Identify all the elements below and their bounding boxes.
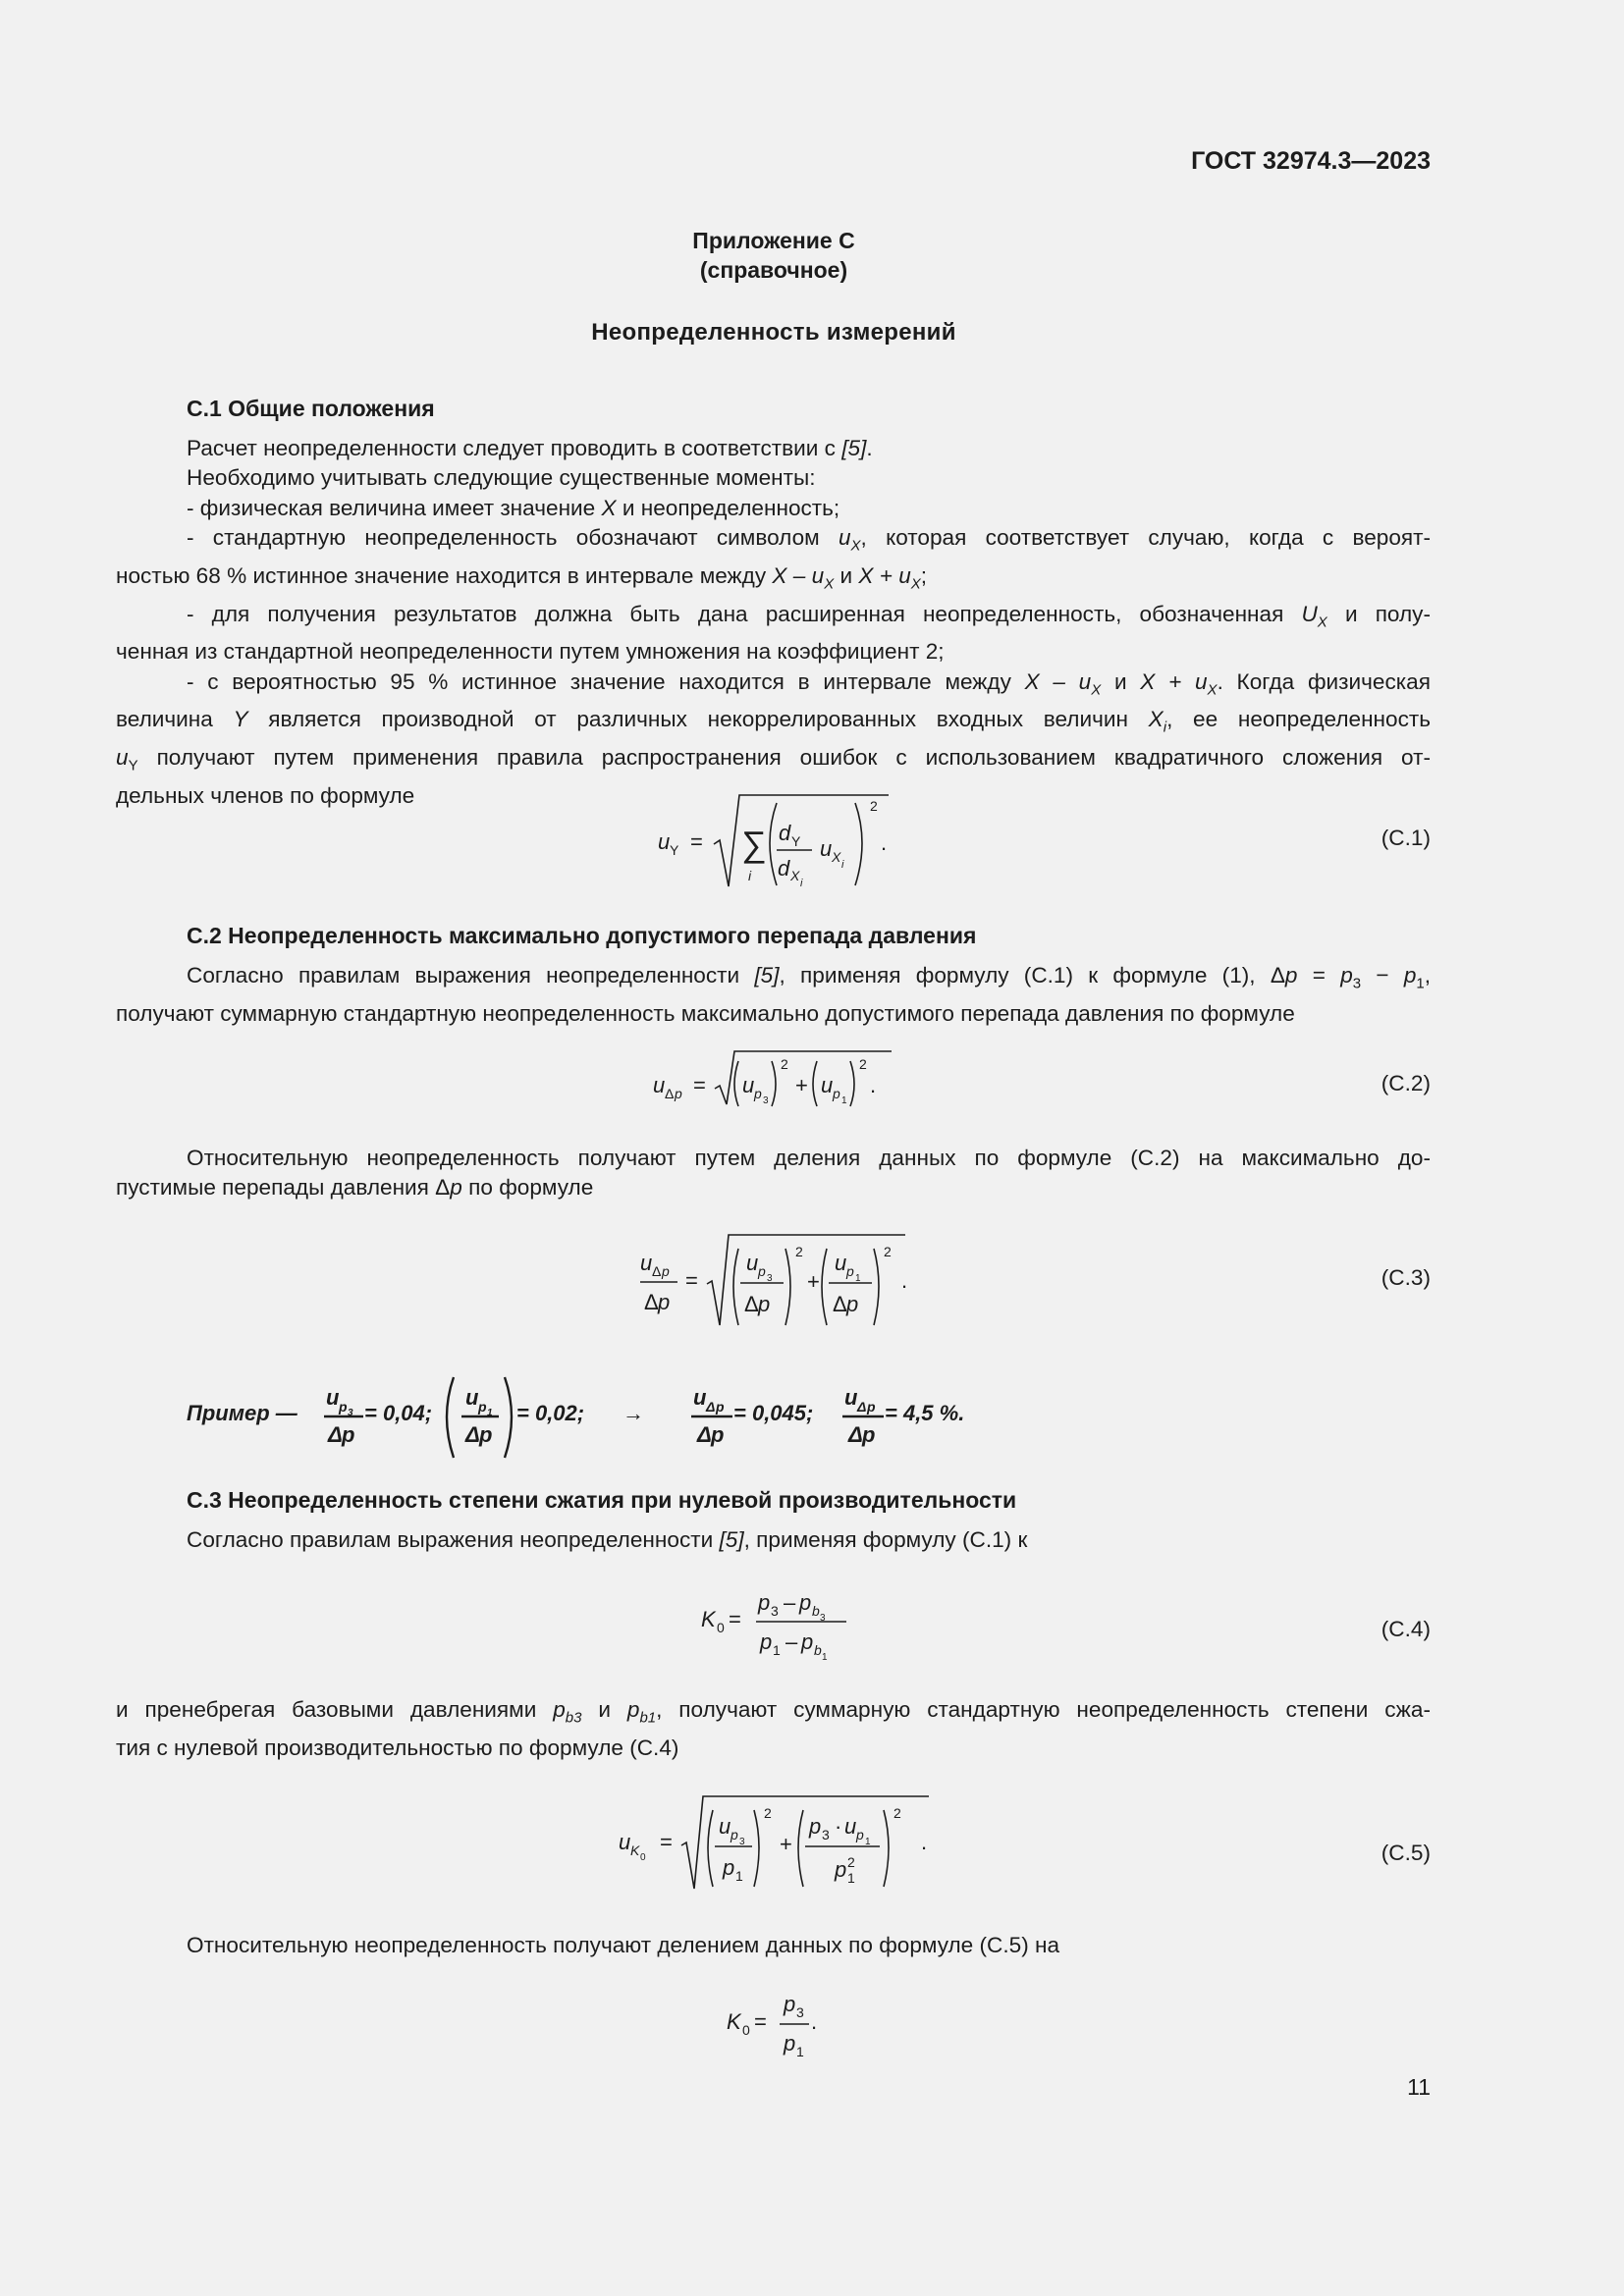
svg-text:u: u	[820, 836, 833, 861]
formula-number-c3: (С.3)	[1380, 1265, 1431, 1290]
section-heading-c3: С.3 Неопределенность степени сжатия при нулевой производительности	[187, 1487, 1017, 1513]
svg-text:u: u	[640, 1251, 653, 1275]
svg-text:b: b	[812, 1603, 820, 1619]
relative-uncertainty-text: Относительную неопределенность получают путем деления данных по формуле (С.2) на максимально до- пустимые перепады давления Δp по формуле	[116, 1146, 1431, 1201]
svg-text:3: 3	[348, 1408, 353, 1418]
svg-text:Δ: Δ	[848, 1422, 863, 1447]
svg-text:.: .	[811, 2009, 818, 2034]
svg-text:.: .	[901, 1268, 908, 1293]
formula-c2	[648, 1045, 913, 1114]
svg-text:d: d	[779, 821, 791, 845]
svg-text:p: p	[856, 1827, 864, 1842]
svg-text:2: 2	[847, 1854, 855, 1870]
svg-text:3: 3	[822, 1827, 830, 1842]
svg-text:u: u	[835, 1251, 847, 1275]
svg-text:p: p	[754, 1086, 762, 1101]
svg-text:=: =	[660, 1830, 673, 1854]
svg-text:p: p	[339, 1399, 348, 1415]
svg-text:2: 2	[884, 1244, 892, 1259]
svg-text:u: u	[693, 1385, 707, 1410]
svg-text:i: i	[841, 859, 844, 871]
svg-text:=: =	[729, 1607, 741, 1631]
svg-text:3: 3	[771, 1603, 779, 1619]
svg-text:.: .	[881, 830, 888, 855]
svg-text:p: p	[711, 1422, 725, 1447]
section-heading-c1: С.1 Общие положения	[187, 396, 435, 421]
svg-text:3: 3	[763, 1095, 769, 1106]
page-number: 11	[1407, 2074, 1431, 2100]
svg-text:u: u	[742, 1073, 755, 1097]
svg-text:1: 1	[865, 1837, 871, 1847]
svg-text:p: p	[479, 1422, 493, 1447]
svg-text:–: –	[785, 1629, 798, 1654]
svg-text:u: u	[719, 1814, 731, 1839]
section-c2-text: Согласно правилам выражения неопределенности [5], применяя формулу (С.1) к формуле (1), $\Delta p = p_3 - p_1$, получают суммарную стандартную неопределенность максимально допустимого перепада давления по формуле	[116, 963, 1432, 1026]
svg-text:+: +	[795, 1073, 808, 1097]
page-title: Неопределенность измерений	[591, 319, 956, 346]
example-line	[187, 1369, 1001, 1468]
formula-number-c4: (С.4)	[1380, 1617, 1431, 1641]
svg-text:p: p	[862, 1422, 876, 1447]
svg-text:u: u	[619, 1830, 631, 1854]
svg-text:p: p	[784, 1992, 796, 2016]
section-c3-text: Согласно правилам выражения неопределенности [5], применяя формулу (С.1) к	[187, 1527, 1028, 1552]
svg-text:Δ: Δ	[833, 1292, 847, 1316]
svg-text:u: u	[465, 1385, 479, 1410]
svg-text:2: 2	[859, 1056, 867, 1072]
svg-text:u: u	[326, 1385, 340, 1410]
svg-text:3: 3	[767, 1273, 773, 1284]
formula-c4	[699, 1580, 886, 1669]
svg-text:u: u	[844, 1385, 858, 1410]
svg-text:u: u	[653, 1073, 666, 1097]
svg-text:p: p	[675, 1086, 682, 1101]
svg-text:Δ: Δ	[706, 1399, 716, 1415]
svg-text:Δ: Δ	[857, 1399, 867, 1415]
svg-text:Δ: Δ	[697, 1422, 712, 1447]
svg-text:0: 0	[742, 2022, 750, 2038]
svg-text:1: 1	[487, 1408, 493, 1418]
svg-text:Δ: Δ	[644, 1290, 659, 1314]
svg-text:p: p	[662, 1263, 670, 1279]
svg-text:1: 1	[773, 1642, 781, 1658]
svg-text:2: 2	[893, 1805, 901, 1821]
section-heading-c2: С.2 Неопределенность максимально допустимого перепада давления	[187, 923, 977, 948]
formula-k0-ratio	[725, 1988, 842, 2066]
formula-c3	[638, 1227, 933, 1335]
svg-text:p: p	[658, 1290, 671, 1314]
svg-text:p: p	[833, 1086, 840, 1101]
formula-c5	[617, 1789, 950, 1896]
svg-text:p: p	[846, 1263, 854, 1279]
svg-text:i: i	[748, 868, 752, 883]
svg-text:1: 1	[735, 1868, 743, 1884]
svg-text:K: K	[727, 2009, 741, 2034]
svg-text:= 4,5 %.: = 4,5 %.	[885, 1401, 965, 1425]
formula-c1	[653, 785, 908, 898]
svg-text:u: u	[658, 829, 671, 854]
svg-text:K: K	[701, 1607, 716, 1631]
svg-text:·: ·	[835, 1814, 842, 1839]
svg-text:.: .	[870, 1073, 877, 1097]
svg-text:p: p	[799, 1590, 812, 1615]
relative-uncertainty-k0-text: Относительную неопределенность получают делением данных по формуле (С.5) на	[187, 1933, 1060, 1957]
svg-text:p: p	[478, 1399, 487, 1415]
svg-text:p: p	[758, 1590, 771, 1615]
svg-text:2: 2	[781, 1056, 788, 1072]
svg-text:1: 1	[847, 1870, 855, 1886]
svg-text:1: 1	[796, 2044, 804, 2059]
formula-number-c5: (С.5)	[1380, 1841, 1431, 1865]
svg-text:p: p	[342, 1422, 355, 1447]
svg-text:Δ: Δ	[328, 1422, 343, 1447]
svg-text:2: 2	[870, 798, 878, 814]
svg-text:Y: Y	[791, 833, 801, 849]
svg-text:=: =	[693, 1073, 706, 1097]
svg-text:p: p	[809, 1814, 822, 1839]
svg-text:u: u	[746, 1251, 759, 1275]
svg-text:+: +	[780, 1832, 792, 1856]
svg-text:p: p	[846, 1292, 859, 1316]
formula-number-c2: (С.2)	[1380, 1071, 1431, 1095]
svg-text:2: 2	[764, 1805, 772, 1821]
svg-text:→: →	[623, 1401, 644, 1425]
svg-text:3: 3	[739, 1837, 745, 1847]
svg-text:p: p	[784, 2031, 796, 2056]
svg-text:∑: ∑	[741, 824, 767, 864]
svg-text:X: X	[790, 868, 800, 883]
svg-text:Δ: Δ	[665, 1086, 675, 1101]
svg-text:i: i	[800, 878, 803, 889]
section-c1-text: Расчет неопределенности следует проводить в соответствии с [5]. Необходимо учитывать следующие существенные моменты: - физическая величина имеет значение X и неопределенность; - стандартную неопределенность обозначают символом $u_X$, которая соответствует случаю, когда с вероят- ностью 68 % истинное значение находится в интервале между X – $u_X$ и $X + u_X$; - для получения результатов должна быть дана расширенная неопределенность, обозначенная $U_X$ и полу- ченная из стандартной неопределенности путем умножения на коэффициент 2; - с вероятностью 95 % истинное значение находится в интервале между X – $u_X$ и $X + u_X$. Когда физическая величина Y является производной от различных некоррелированных входных величин $X_i$, ее неопределенность $u_Y$ получают путем применения правила распространения ошибок с использованием квадратичного сложения от- дельных членов по формуле	[116, 436, 1432, 809]
svg-text:p: p	[731, 1827, 738, 1842]
svg-text:K: K	[630, 1842, 640, 1858]
svg-text:Δ: Δ	[652, 1263, 662, 1279]
svg-text:+: +	[807, 1269, 820, 1294]
svg-text:p: p	[801, 1629, 814, 1654]
svg-text:Y: Y	[670, 842, 679, 858]
svg-text:=: =	[754, 2009, 767, 2034]
svg-text:0: 0	[640, 1852, 646, 1863]
svg-text:u: u	[844, 1814, 857, 1839]
svg-text:X: X	[832, 849, 841, 865]
svg-text:1: 1	[822, 1652, 828, 1663]
svg-text:Δ: Δ	[465, 1422, 480, 1447]
document-code: ГОСТ 32974.3—2023	[1191, 147, 1431, 175]
svg-text:p: p	[716, 1399, 725, 1415]
svg-text:Δ: Δ	[744, 1292, 759, 1316]
svg-text:d: d	[778, 856, 790, 881]
svg-text:p: p	[723, 1855, 735, 1880]
svg-text:u: u	[821, 1073, 834, 1097]
svg-text:=: =	[685, 1268, 698, 1293]
svg-text:3: 3	[820, 1613, 826, 1624]
annex-kind: (справочное)	[699, 257, 848, 283]
svg-text:p: p	[760, 1629, 773, 1654]
svg-text:1: 1	[841, 1095, 847, 1106]
svg-text:p: p	[758, 1263, 766, 1279]
section-c3-continued-text: и пренебрегая базовыми давлениями $p_{b3}$ и $p_{b1}$, получают суммарную стандартную неопределенность степени сжа- тия с нулевой производительностью по формуле (С.4)	[116, 1697, 1431, 1760]
svg-text:p: p	[835, 1857, 847, 1882]
svg-text:1: 1	[855, 1273, 861, 1284]
svg-text:= 0,045;: = 0,045;	[733, 1401, 814, 1425]
svg-text:= 0,02;: = 0,02;	[516, 1401, 585, 1425]
svg-text:Пример —: Пример —	[187, 1401, 298, 1425]
svg-text:=: =	[690, 829, 703, 854]
svg-text:p: p	[758, 1292, 771, 1316]
annex-title: Приложение С	[692, 228, 855, 253]
svg-text:.: .	[921, 1830, 928, 1854]
svg-text:3: 3	[796, 2004, 804, 2020]
svg-text:= 0,04;: = 0,04;	[364, 1401, 433, 1425]
svg-text:p: p	[867, 1399, 876, 1415]
svg-text:–: –	[784, 1590, 796, 1615]
svg-text:b: b	[814, 1642, 822, 1658]
svg-text:2: 2	[795, 1244, 803, 1259]
formula-number-c1: (С.1)	[1380, 826, 1431, 850]
svg-text:0: 0	[717, 1620, 725, 1635]
